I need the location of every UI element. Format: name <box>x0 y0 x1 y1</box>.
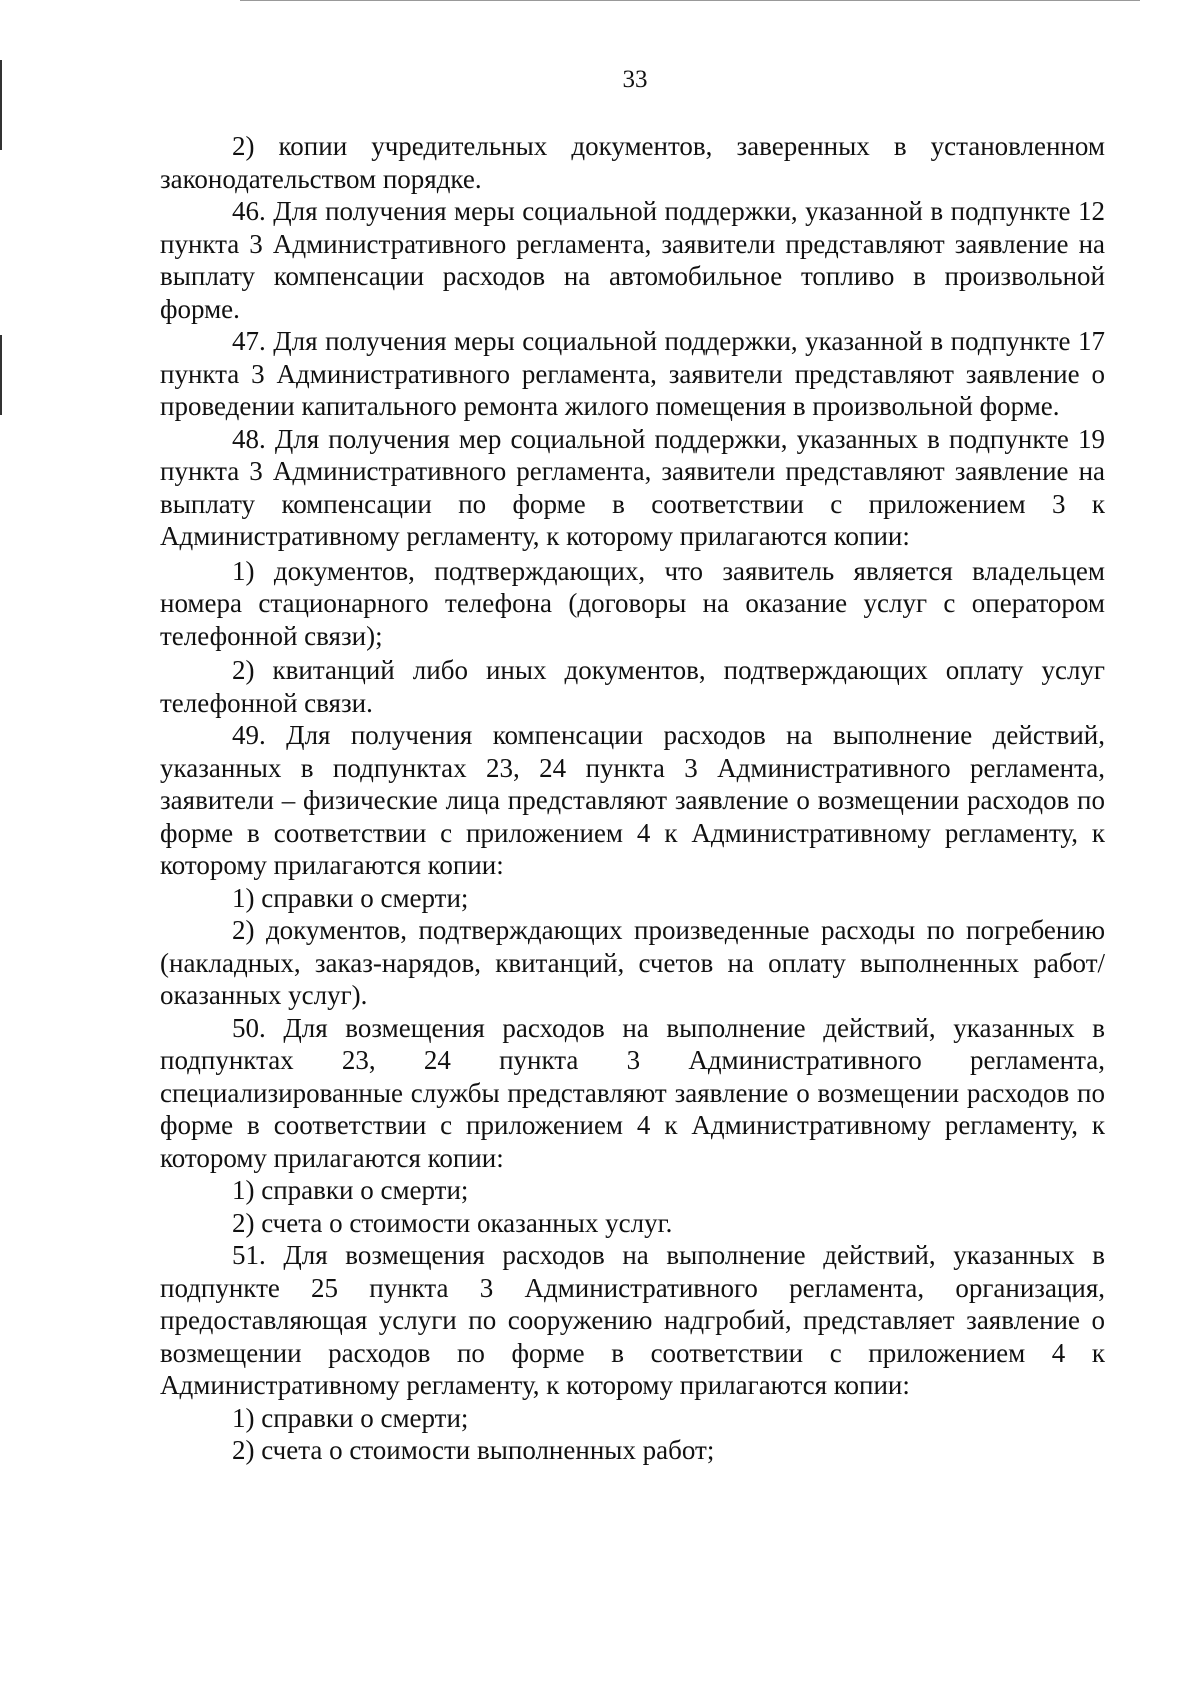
paragraph-51: 51. Для возмещения расходов на выполнение действий, указанных в подпункте 25 пункта 3 Административного регламента, организация, предоставляющая услуги по сооружению надгробий, представляет заявление о возмещении расходов по форме в соответствии с приложением 4 к Административному регламенту, к которому прилагаются копии: <box>160 1240 1105 1400</box>
paragraph-46: 46. Для получения меры социальной поддержки, указанной в подпункте 12 пункта 3 Административного регламента, заявители представляют заявление на выплату компенсации расходов на автомобильное топливо в произвольной форме. <box>160 196 1105 324</box>
paragraph-50-item-1: 1) справки о смерти; <box>232 1175 469 1205</box>
paragraph-51-item-1: 1) справки о смерти; <box>232 1402 469 1433</box>
document-body <box>160 130 1105 1467</box>
paragraph-50: 50. Для возмещения расходов на выполнение действий, указанных в подпунктах 23, 24 пункта 3 Административного регламента, специализированные службы представляют заявление о возмещении расходов по форме в соответствии с приложением 4 к Административному регламенту, к которому прилагаются копии: <box>160 1012 1105 1173</box>
paragraph-49: 49. Для получения компенсации расходов на выполнение действий, указанных в подпунктах 23, 24 пункта 3 Административного регламента, заявители – физические лица представляют заявление о возмещении расходов по форме в соответствии с приложением 4 к Административному регламенту, к которому прилагаются копии: <box>160 720 1105 880</box>
paragraph-50-item-2: 2) счета о стоимости оказанных услуг. <box>232 1207 673 1238</box>
paragraph-49-item-1: 1) справки о смерти; <box>232 882 469 913</box>
paragraph-48-item-2: 2) квитанций либо иных документов, подтверждающих оплату услуг телефонной связи. <box>160 655 1105 718</box>
paragraph-47: 47. Для получения меры социальной поддержки, указанной в подпункте 17 пункта 3 Административного регламента, заявители представляют заявление о проведении капитального ремонта жилого помещения в произвольной форме. <box>160 326 1105 421</box>
paragraph-48: 48. Для получения мер социальной поддержки, указанных в подпункте 19 пункта 3 Административного регламента, заявители представляют заявление на выплату компенсации по форме в соответствии с приложением 3 к Административному регламенту, к которому прилагаются копии: <box>160 423 1105 551</box>
scan-edge-mark-middle <box>0 335 2 415</box>
paragraph-48-item-1: 1) документов, подтверждающих, что заявитель является владельцем номера стационарного телефона (договоры на оказание услуг с оператором телефонной связи); <box>160 555 1105 651</box>
paragraph-49-item-2: 2) документов, подтверждающих произведенные расходы по погребению (накладных, заказ-нарядов, квитанций, счетов на оплату выполненных работ/оказанных услуг). <box>160 915 1105 1010</box>
paragraph-45-item-2: 2) копии учредительных документов, заверенных в установленном законодательством порядке. <box>160 131 1105 194</box>
page-number: 33 <box>622 66 648 93</box>
paragraph-51-item-2: 2) счета о стоимости выполненных работ; <box>232 1435 715 1465</box>
scan-edge-mark-top-line <box>240 0 1140 1</box>
